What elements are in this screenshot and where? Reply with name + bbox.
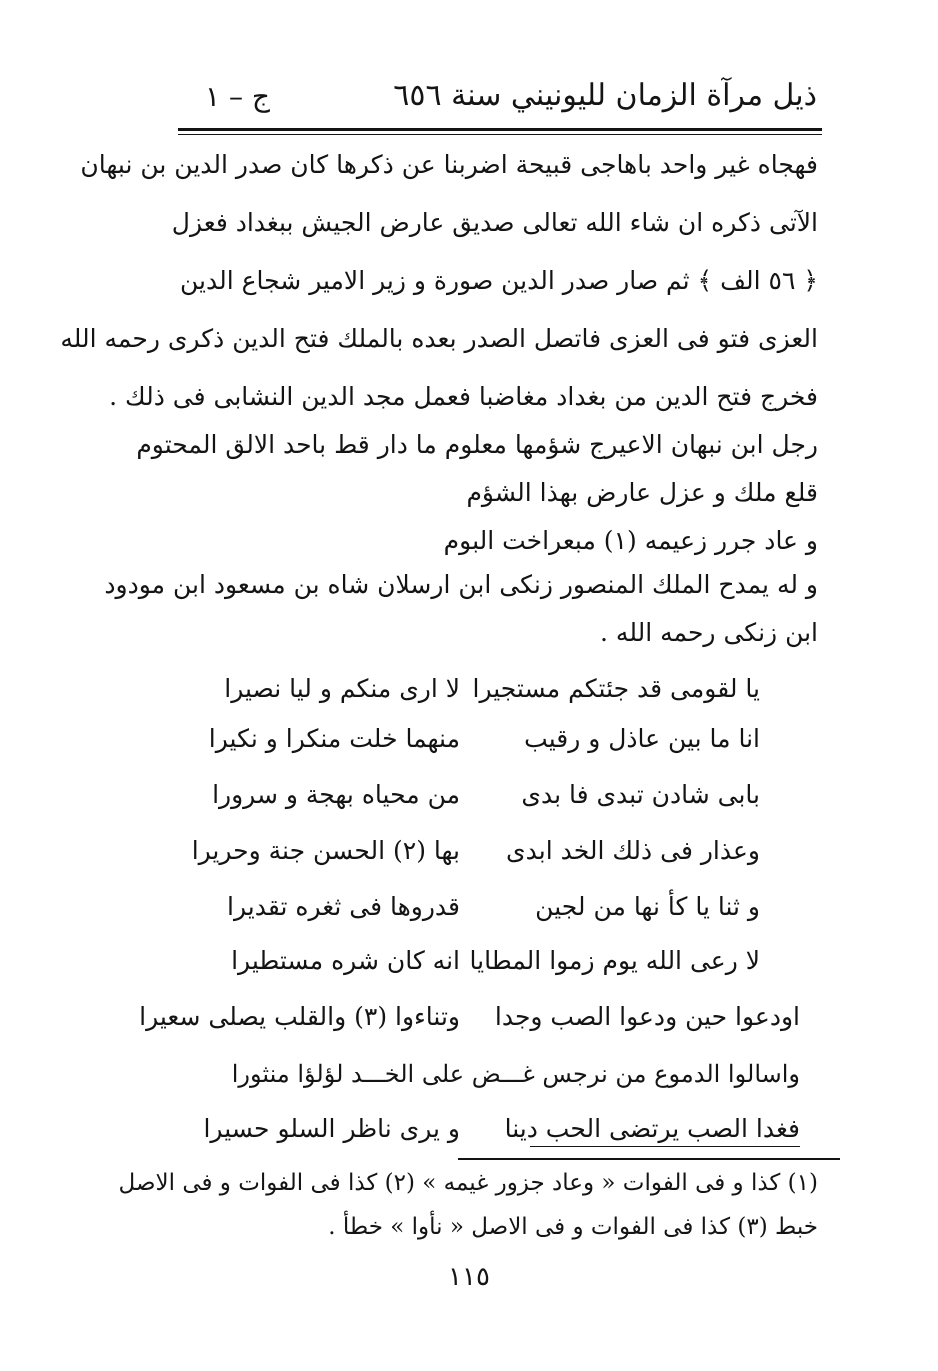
verse-hemistich-right: اودعوا حين ودعوا الصب وجدا	[494, 1002, 800, 1031]
verse-hemistich-left: و يرى ناظر السلو حسيرا	[203, 1114, 460, 1143]
intro-line: و له يمدح الملك المنصور زنكى ابن ارسلان شاه بن مسعود ابن مودود	[104, 570, 818, 599]
prose-line: العزى فتو فى العزى فاتصل الصدر بعده بالملك فتح الدين ذكرى رحمه الله	[60, 324, 818, 353]
prose-line: الآتى ذكره ان شاء الله تعالى صديق عارض الجيش ببغداد فعزل	[171, 208, 818, 237]
quatrain-line: رجل ابن نبهان الاعيرج شؤمها معلوم ما دار قط باحد الالق المحتوم	[136, 430, 818, 459]
verse-hemistich-left: بها (٢) الحسن جنة وحريرا	[191, 836, 460, 865]
prose-line: ﴿ ٥٦ الف ﴾ ثم صار صدر الدين صورة و زير الامير شجاع الدين	[180, 266, 818, 295]
verse-hemistich-left: منهما خلت منكرا و نكيرا	[208, 724, 460, 753]
verse-hemistich-right: انا ما بين عاذل و رقيب	[524, 724, 760, 753]
verse-hemistich-right: فغدا الصب يرتضى الحب دينا	[504, 1114, 800, 1143]
verse-hemistich-left: لا ارى منكم و ليا نصيرا	[224, 674, 460, 703]
running-header	[185, 78, 817, 126]
intro-line: ابن زنكى رحمه الله .	[600, 618, 818, 647]
verse-hemistich-right: و ثنا يا كأ نها من لجين	[535, 892, 760, 921]
verse-hemistich-left: انه كان شره مستطيرا	[231, 946, 460, 975]
prose-line: فخرج فتح الدين من بغداد مغاضبا فعمل مجد الدين النشابى فى ذلك .	[109, 382, 818, 411]
footnote-line: (١) كذا و فى الفوات « وعاد جزور غيمه » (٢) كذا فى الفوات و فى الاصل	[118, 1170, 818, 1196]
verse-hemistich-right: وعذار فى ذلك الخد ابدى	[506, 836, 760, 865]
quatrain-line: و عاد جرر زعيمه (١) مبعراخت البوم	[443, 526, 818, 555]
quatrain-line: قلع ملك و عزل عارض بهذا الشؤم	[466, 478, 818, 507]
header-volume: ج – ١	[205, 80, 270, 113]
verse-hemistich-right: لا رعى الله يوم زموا المطايا	[469, 946, 760, 975]
page-number: ١١٥	[448, 1262, 490, 1292]
verse-hemistich-right: بابى شادن تبدى فا بدى	[521, 780, 760, 809]
verse-full-line: واسالوا الدموع من نرجس غـــض على الخـــد لؤلؤا منثورا	[231, 1060, 800, 1088]
verse-hemistich-left: من محياه بهجة و سرورا	[212, 780, 460, 809]
header-title: ذيل مرآة الزمان لليونيني سنة ٦٥٦	[393, 78, 817, 113]
header-rule-thin	[178, 134, 822, 135]
footnote-rule	[458, 1158, 840, 1160]
verse-underline	[530, 1146, 800, 1147]
header-rule-thick	[178, 128, 822, 131]
footnote-line: خبط (٣) كذا فى الفوات و فى الاصل « نأوا » خطأ .	[328, 1214, 818, 1240]
verse-hemistich-left: قدروها فى ثغره تقديرا	[227, 892, 460, 921]
verse-hemistich-left: وتناءوا (٣) والقلب يصلى سعيرا	[139, 1002, 460, 1031]
prose-line: فهجاه غير واحد باهاجى قبيحة اضربنا عن ذكرها كان صدر الدين بن نبهان	[80, 150, 818, 179]
verse-hemistich-right: يا لقومى قد جئتكم مستجيرا	[472, 674, 760, 703]
